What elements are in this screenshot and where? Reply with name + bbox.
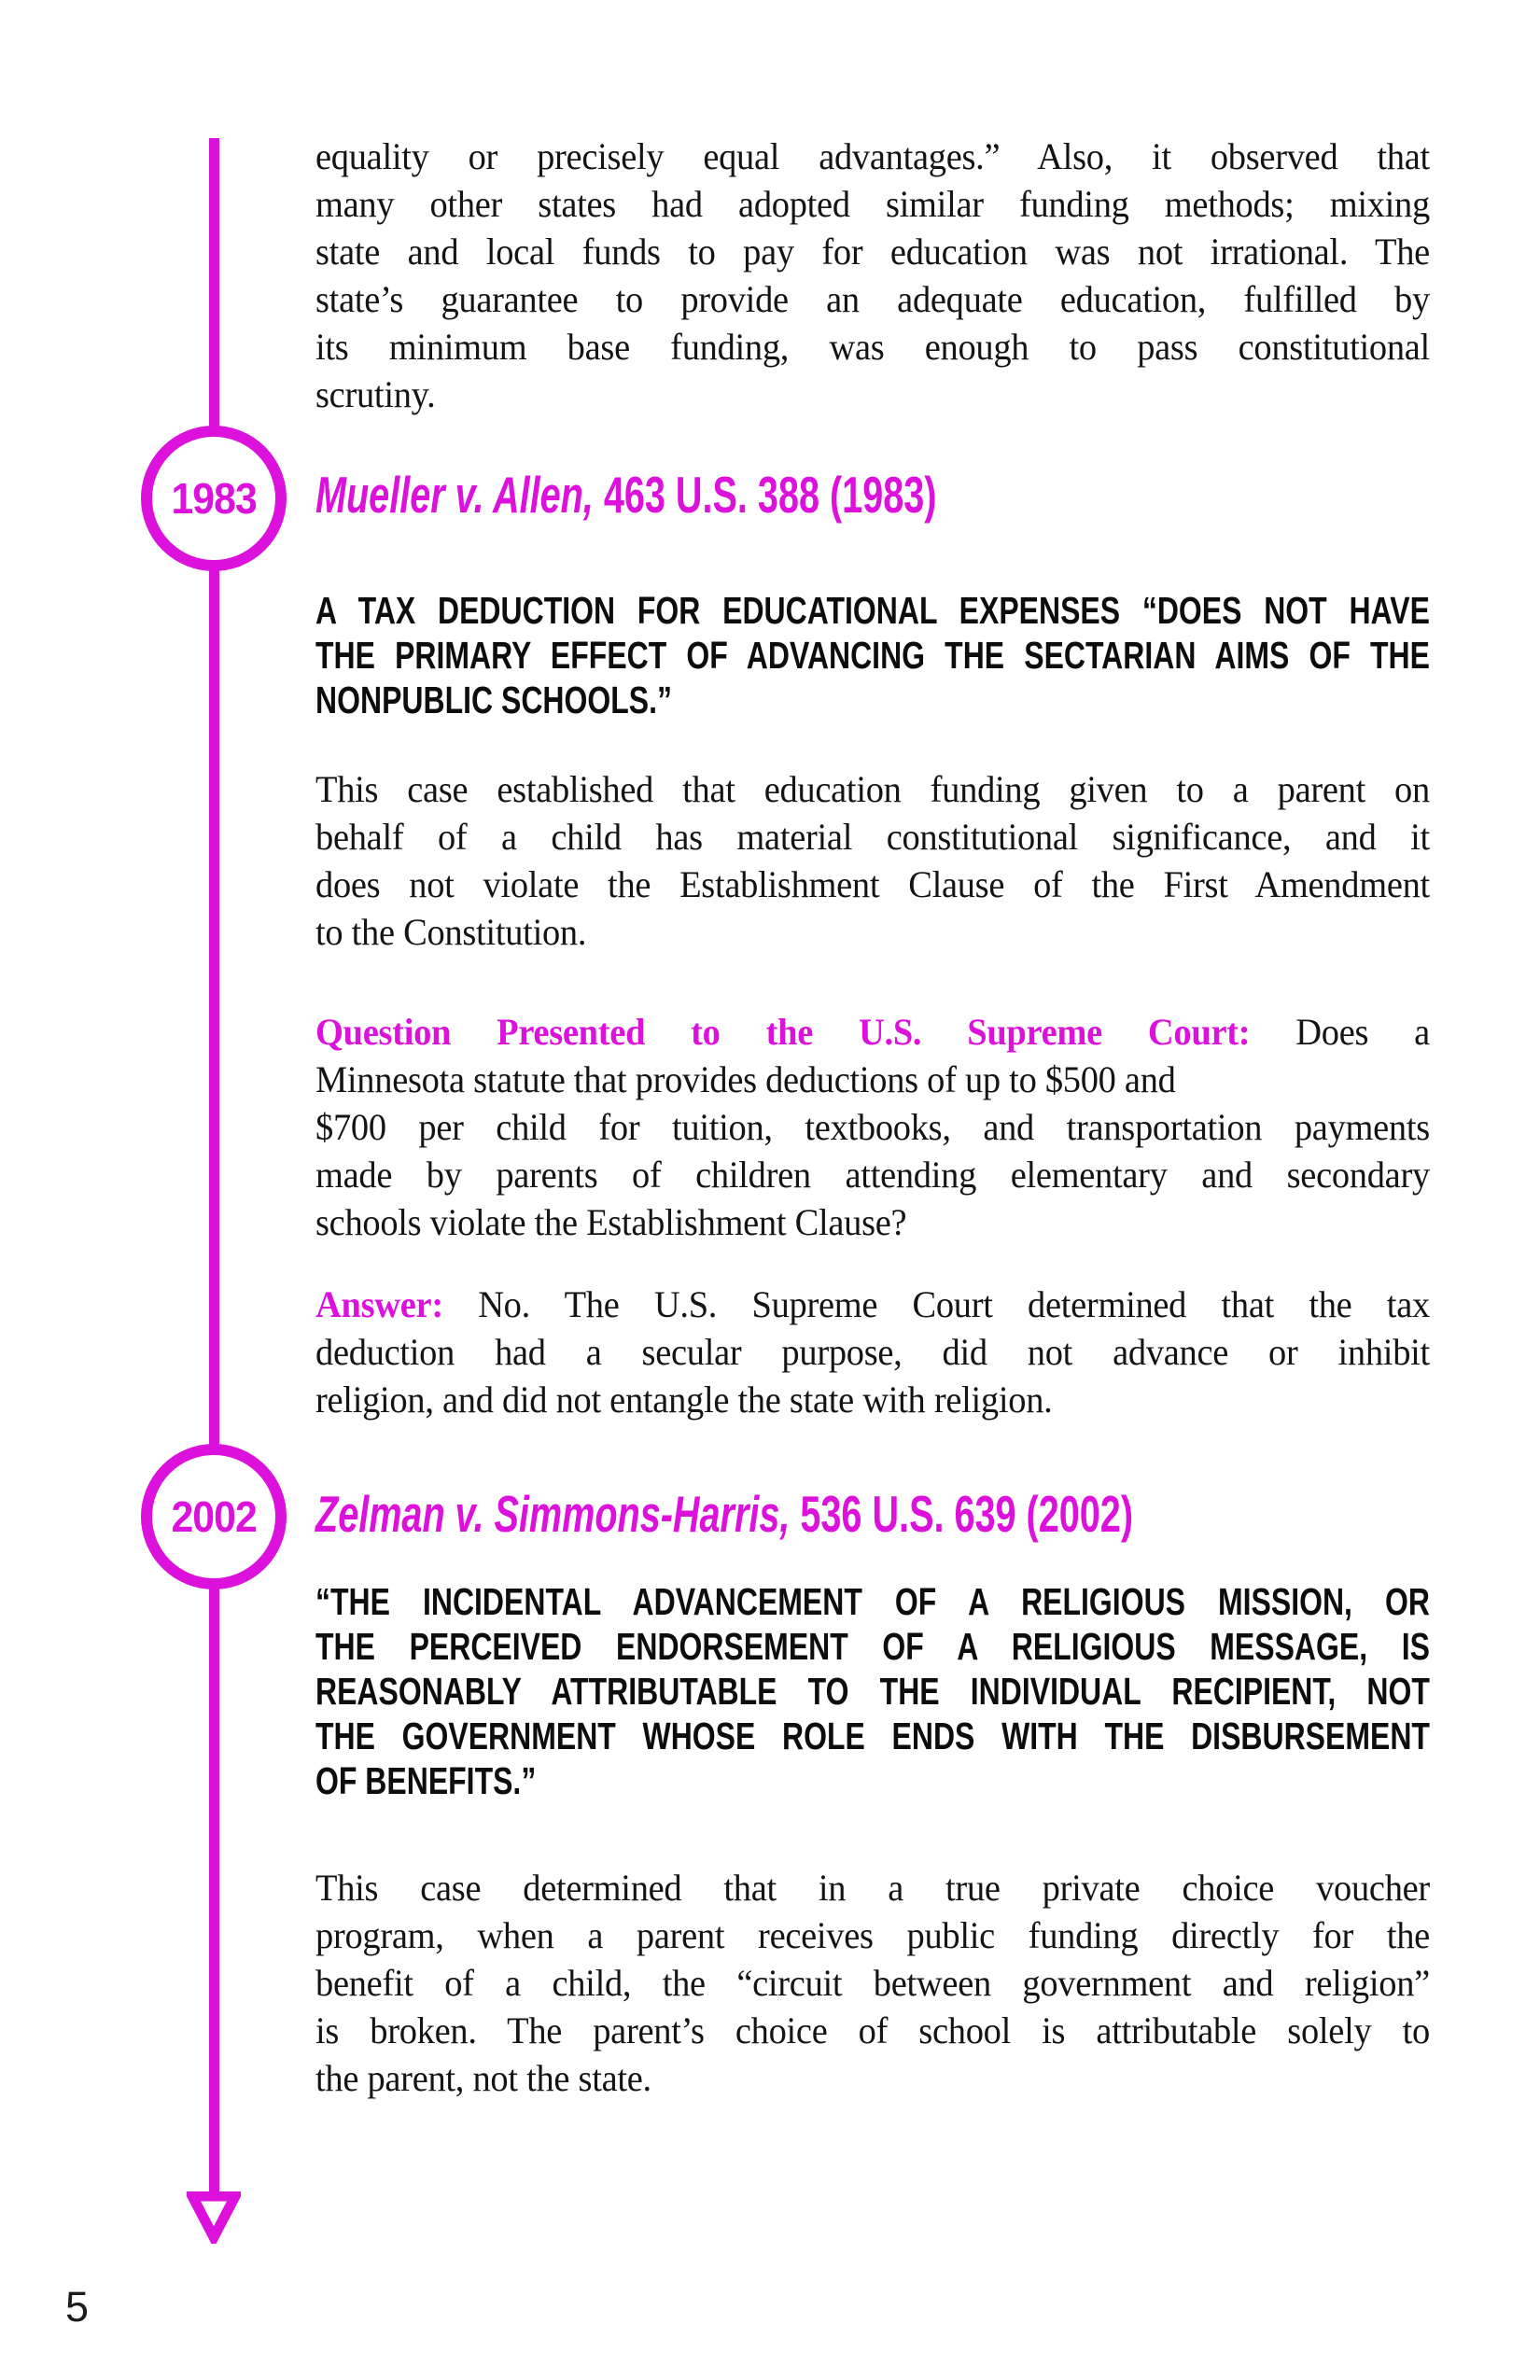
question-label: Question Presented to the U.S. Supreme Court: (315, 1011, 1251, 1053)
text-line: THE PERCEIVED ENDORSEMENT OF A RELIGIOUS MESSAGE, IS (315, 1625, 1430, 1668)
timeline-year-badge-2002 (141, 1444, 287, 1589)
answer-first-line-rest: No. The U.S. Supreme Court determined that the tax (478, 1283, 1430, 1325)
text-line: REASONABLY ATTRIBUTABLE TO THE INDIVIDUAL RECIPIENT, NOT (315, 1670, 1430, 1713)
case-name: Zelman v. Simmons-Harris, (315, 1485, 791, 1543)
text-line: benefit of a child, the “circuit between government and religion” (315, 1962, 1430, 2004)
text-line: to the Constitution. (315, 911, 587, 953)
text-line: its minimum base funding, was enough to pass constitutional (315, 326, 1430, 368)
text-line: Minnesota statute that provides deductions of up to $500 and (315, 1058, 1176, 1100)
year-label-1983: 1983 (171, 474, 257, 523)
case-quote-zelman (315, 1579, 1430, 1803)
text-line: OF BENEFITS.” (315, 1759, 537, 1802)
case-title-zelman (315, 1485, 1134, 1543)
timeline-arrow-icon (187, 2191, 241, 2244)
text-line: schools violate the Establishment Clause? (315, 1201, 907, 1243)
text-line: many other states had adopted similar funding methods; mixing (315, 183, 1430, 225)
text-line: scrutiny. (315, 373, 436, 415)
case-summary-zelman (315, 1864, 1430, 2102)
case-citation: 463 U.S. 388 (1983) (593, 466, 937, 524)
text-line: This case determined that in a true private choice voucher (315, 1867, 1430, 1909)
text-line: religion, and did not entangle the state with religion. (315, 1379, 1053, 1421)
text-line: the parent, not the state. (315, 2057, 651, 2099)
text-line: state and local funds to pay for education was not irrational. The (315, 231, 1430, 273)
answer-block (315, 1281, 1430, 1423)
question-first-line-rest: Does a (1295, 1011, 1430, 1053)
text-line: THE GOVERNMENT WHOSE ROLE ENDS WITH THE DISBURSEMENT (315, 1715, 1430, 1757)
text-line: NONPUBLIC SCHOOLS.” (315, 679, 673, 721)
text-line: THE PRIMARY EFFECT OF ADVANCING THE SECTARIAN AIMS OF THE (315, 634, 1430, 677)
text-line (315, 1008, 1430, 1056)
year-label-2002: 2002 (171, 1492, 257, 1541)
text-line: behalf of a child has material constitutional significance, and it (315, 816, 1430, 858)
text-line: “THE INCIDENTAL ADVANCEMENT OF A RELIGIOUS MISSION, OR (315, 1580, 1430, 1623)
text-line (315, 1281, 1430, 1328)
answer-lines (315, 1328, 1430, 1423)
text-line: does not violate the Establishment Clause of the First Amendment (315, 863, 1430, 905)
text-line: deduction had a secular purpose, did not advance or inhibit (315, 1331, 1430, 1373)
text-line: $700 per child for tuition, textbooks, and transportation payments (315, 1106, 1430, 1148)
case-name: Mueller v. Allen, (315, 466, 594, 524)
text-line: is broken. The parent’s choice of school is attributable solely to (315, 2009, 1430, 2051)
timeline-year-badge-1983 (141, 426, 287, 571)
question-presented-block (315, 1008, 1430, 1246)
text-line: made by parents of children attending elementary and secondary (315, 1154, 1430, 1196)
question-lines (315, 1056, 1430, 1246)
answer-label: Answer: (315, 1283, 443, 1325)
text-line: state’s guarantee to provide an adequate education, fulfilled by (315, 278, 1430, 320)
text-line: This case established that education funding given to a parent on (315, 768, 1430, 810)
text-line: equality or precisely equal advantages.” Also, it observed that (315, 135, 1430, 177)
page-number: 5 (65, 2283, 90, 2331)
case-citation: 536 U.S. 639 (2002) (790, 1485, 1134, 1543)
case-quote-mueller (315, 588, 1430, 722)
case-summary-mueller (315, 765, 1430, 956)
text-line: program, when a parent receives public funding directly for the (315, 1914, 1430, 1956)
intro-paragraph (315, 133, 1430, 418)
text-line: A TAX DEDUCTION FOR EDUCATIONAL EXPENSES “DOES NOT HAVE (315, 589, 1430, 632)
case-title-mueller (315, 467, 1118, 523)
